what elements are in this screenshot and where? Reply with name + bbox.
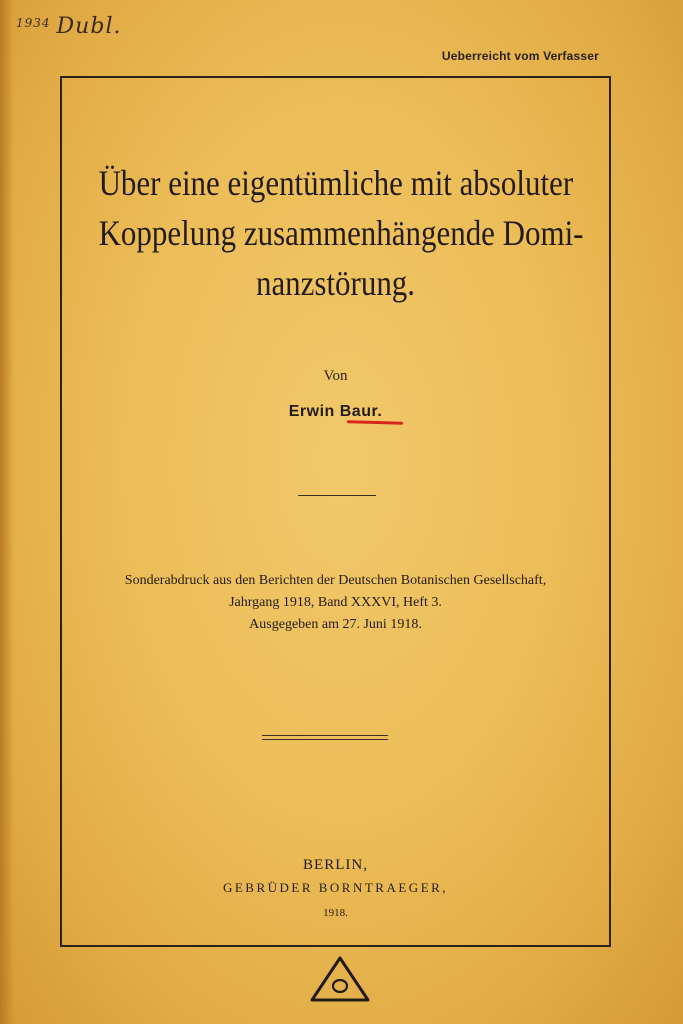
handwritten-text: Dubl. <box>56 14 122 39</box>
reprint-line-2: Jahrgang 1918, Band XXXVI, Heft 3. <box>229 595 442 610</box>
imprint-city: BERLIN, <box>303 857 368 873</box>
reprint-line-3: Ausgegeben am 27. Juni 1918. <box>249 617 422 632</box>
author-name <box>60 403 611 421</box>
title-line-1: Über eine eigentümliche mit absoluter <box>98 163 574 203</box>
author-last-name: Baur. <box>339 403 383 420</box>
title-line-2: Koppelung zusammenhängende Domi- <box>98 213 584 253</box>
handwritten-note <box>16 14 121 39</box>
reprint-line-1: Sonderabdruck aus den Berichten der Deutschen Botanischen Gesellschaft, <box>124 573 547 588</box>
imprint <box>60 854 611 926</box>
title-line-3: nanzstörung. <box>255 263 416 303</box>
byline-von: Von <box>323 368 348 384</box>
triangle-logo-icon <box>309 955 371 1003</box>
reprint-note <box>60 570 611 636</box>
page-edge-shadow <box>0 0 14 1024</box>
divider-short <box>298 495 376 496</box>
handwritten-number: 1934 <box>16 16 51 30</box>
imprint-year: 1918. <box>323 907 348 919</box>
dedication-stamp: Ueberreicht vom Verfasser <box>441 49 599 63</box>
divider-double <box>262 735 388 740</box>
author-first-name: Erwin <box>288 403 335 420</box>
imprint-publisher: GEBRÜDER BORNTRAEGER, <box>222 880 449 895</box>
document-title <box>98 158 584 308</box>
